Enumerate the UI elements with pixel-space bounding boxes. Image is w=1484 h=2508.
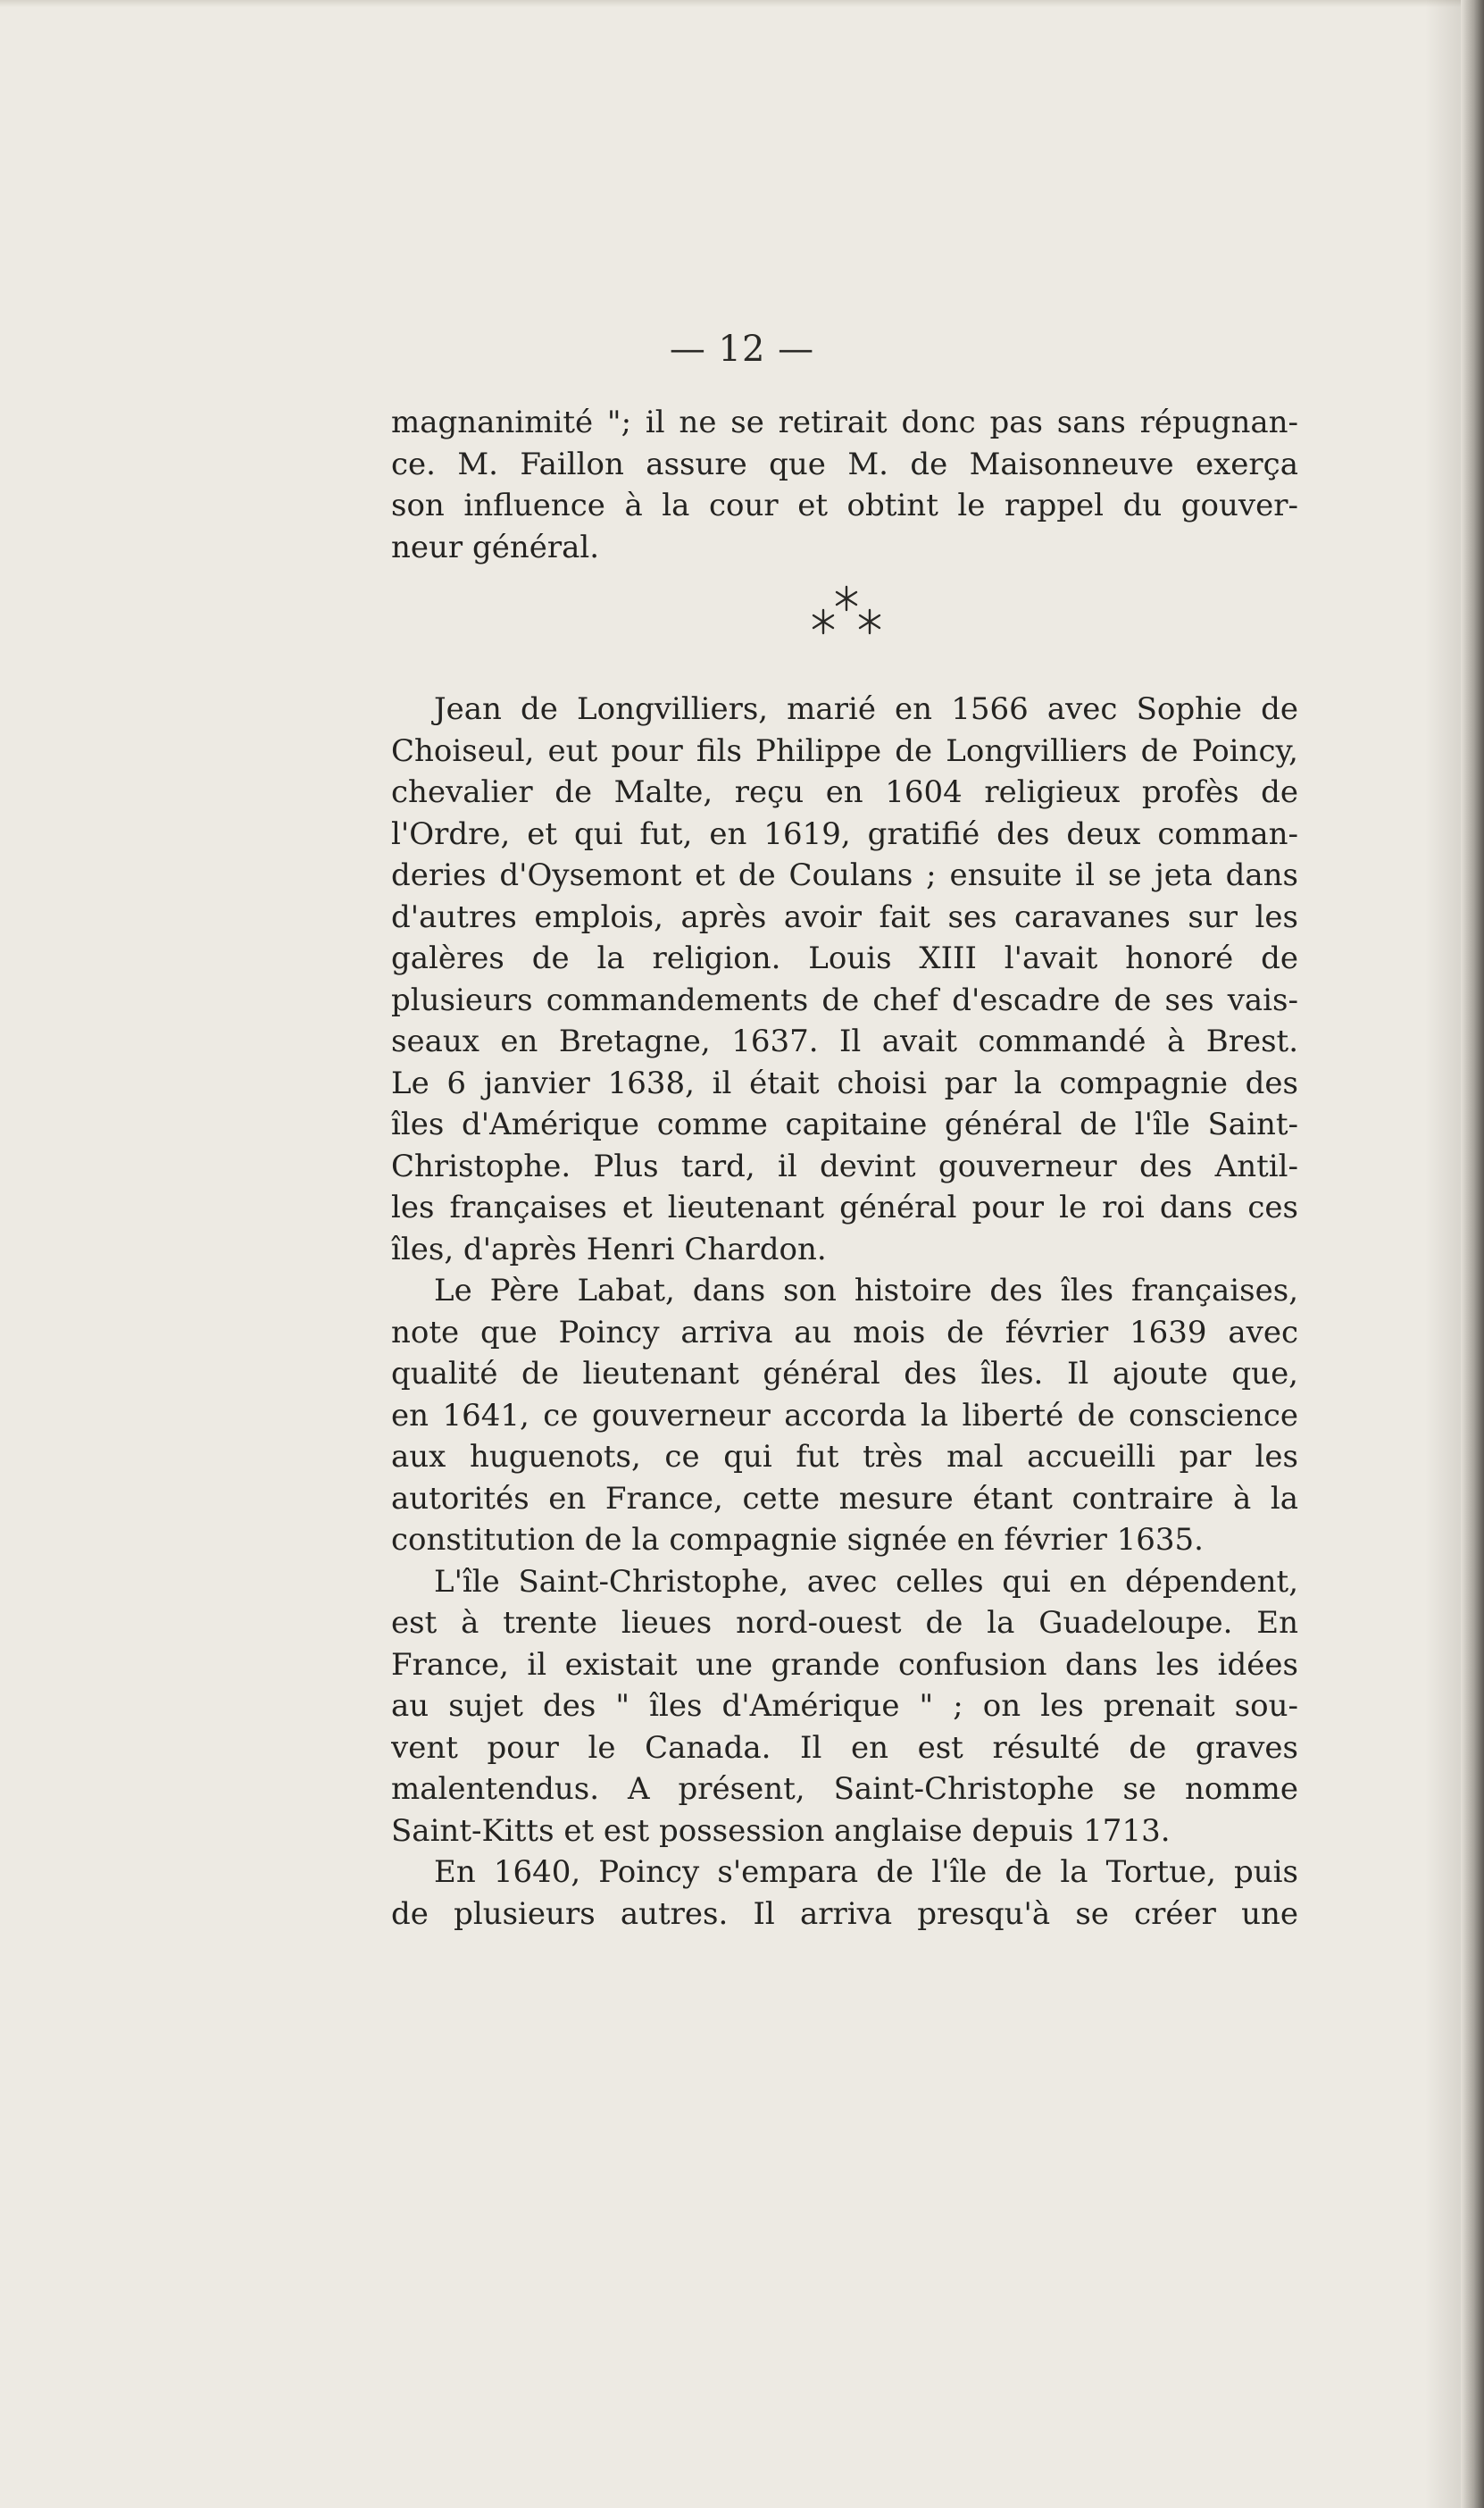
text-line: L'île Saint-Christophe, avec celles qui en dépendent, [434,1563,1298,1600]
text-line: d'autres emplois, après avoir fait ses caravanes sur les [391,899,1298,935]
text-line: autorités en France, cette mesure étant contraire à la [391,1480,1298,1517]
text-line: Choiseul, eut pour fils Philippe de Longvilliers de Poincy, [391,732,1298,769]
page-right-edge [1461,0,1484,2508]
text-line: les françaises et lieutenant général pour le roi dans ces [391,1190,1298,1225]
asterism-icon [793,581,900,643]
paragraph-1 [391,402,1298,568]
text-line: En 1640, Poincy s'empara de l'île de la Tortue, puis [434,1854,1298,1890]
paragraph-2 [391,689,1298,1270]
text-line: vent pour le Canada. Il en est résulté de graves [391,1729,1298,1766]
text-line: de plusieurs autres. Il arriva presqu'à se créer une [391,1895,1298,1932]
binding-shadow [1425,0,1461,2508]
text-line: magnanimité "; il ne se retirait donc pas sans répugnan- [391,405,1298,440]
text-line: îles d'Amérique comme capitaine général de l'île Saint- [391,1107,1298,1142]
text-line: constitution de la compagnie signée en février 1635. [391,1522,1204,1558]
text-line: en 1641, ce gouverneur accorda la liberté de conscience [391,1397,1298,1434]
text-line: note que Poincy arriva au mois de février 1639 avec [391,1314,1298,1350]
text-line: l'Ordre, et qui fut, en 1619, gratifié des deux comman- [391,815,1298,852]
text-line: deries d'Oysemont et de Coulans ; ensuite il se jeta dans [391,857,1298,893]
text-line: France, il existait une grande confusion dans les idées [391,1646,1298,1683]
page-top-edge [0,0,1484,7]
paragraph-4 [391,1561,1298,1852]
page-number: — 12 — [669,329,815,370]
text-line: Jean de Longvilliers, marié en 1566 avec Sophie de [434,691,1298,727]
paragraph-5 [391,1852,1298,1935]
text-line: son influence à la cour et obtint le rappel du gouver- [391,488,1298,523]
text-line: Saint-Kitts et est possession anglaise depuis 1713. [391,1812,1171,1849]
text-line: malentendus. A présent, Saint-Christophe se nomme [391,1771,1298,1807]
text-line: plusieurs commandements de chef d'escadre de ses vais- [391,982,1298,1018]
text-line: Le 6 janvier 1638, il était choisi par la compagnie des [391,1065,1298,1101]
text-line: aux huguenots, ce qui fut très mal accueilli par les [391,1439,1298,1475]
body-text [391,402,1298,1935]
text-line: au sujet des " îles d'Amérique " ; on les prenait sou- [391,1688,1298,1724]
asterism-separator [391,568,1298,689]
text-line: est à trente lieues nord-ouest de la Guadeloupe. En [391,1605,1298,1641]
text-line: qualité de lieutenant général des îles. Il ajoute que, [391,1356,1298,1392]
text-line: chevalier de Malte, reçu en 1604 religieux profès de [391,774,1298,810]
text-line: îles, d'après Henri Chardon. [391,1231,827,1267]
text-line: ce. M. Faillon assure que M. de Maisonneuve exerça [391,446,1298,482]
text-line: seaux en Bretagne, 1637. Il avait commandé à Brest. [391,1024,1298,1059]
paragraph-3 [391,1270,1298,1561]
text-line: Christophe. Plus tard, il devint gouverneur des Antil- [391,1148,1298,1184]
text-line: neur général. [391,529,600,565]
text-line: Le Père Labat, dans son histoire des îles françaises, [434,1273,1298,1308]
text-line: galères de la religion. Louis XIII l'avait honoré de [391,940,1298,976]
